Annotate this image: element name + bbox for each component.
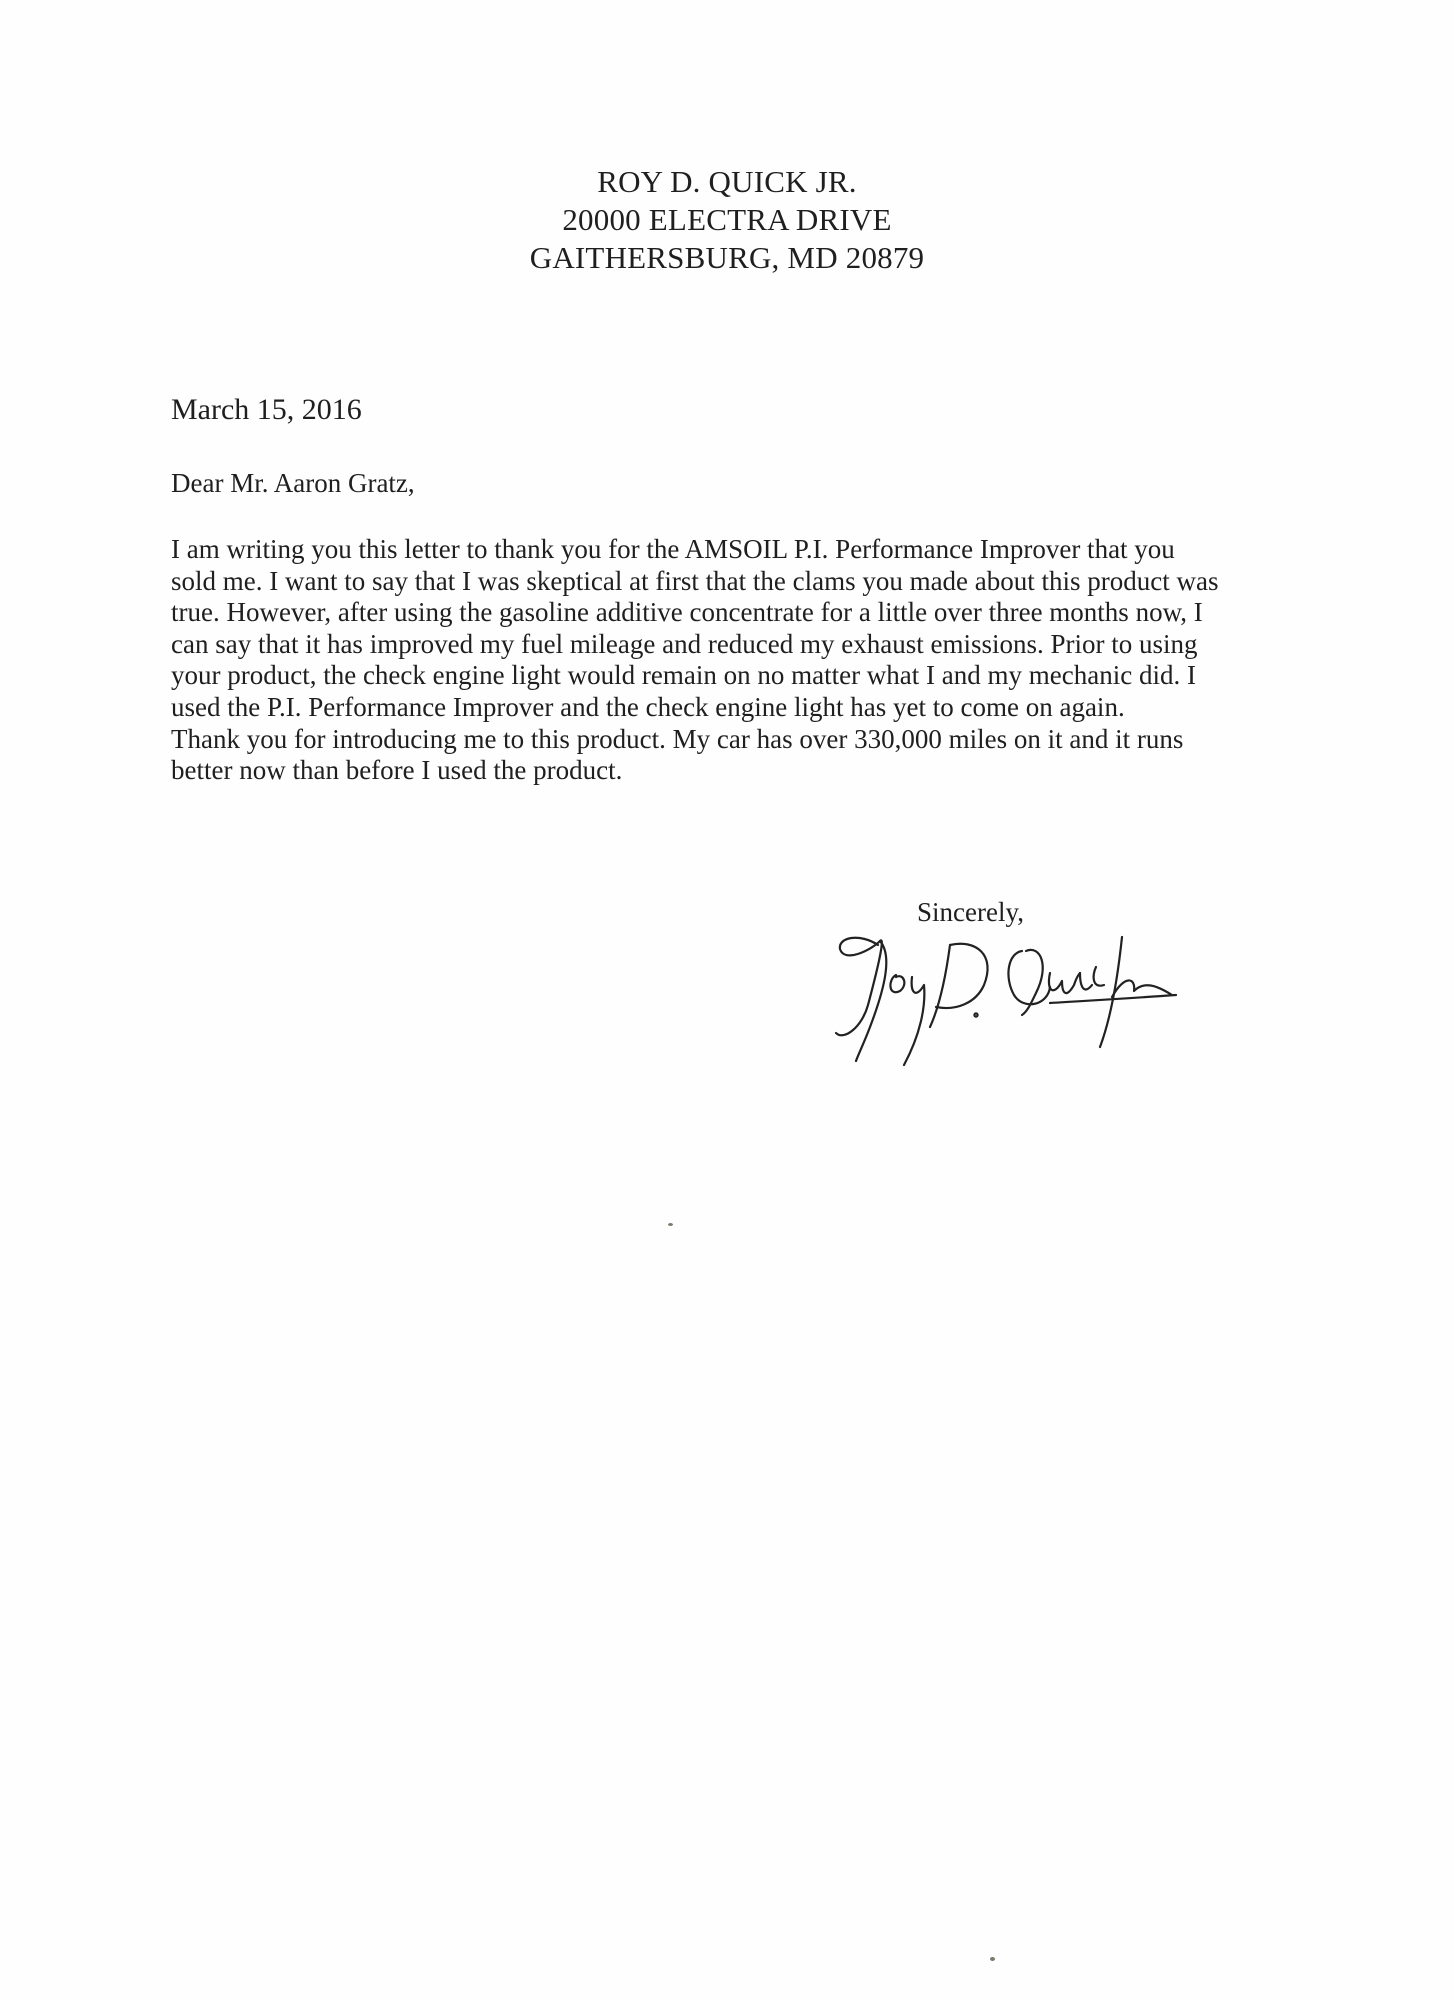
closing: Sincerely, xyxy=(917,897,1024,927)
salutation: Dear Mr. Aaron Gratz, xyxy=(171,468,415,498)
body-line: better now than before I used the product. xyxy=(171,755,623,786)
body-line: used the P.I. Performance Improver and the check engine light has yet to come on again. xyxy=(171,691,1125,722)
body-line: can say that it has improved my fuel mileage and reduced my exhaust emissions. Prior to using xyxy=(171,628,1198,659)
sender-street: 20000 ELECTRA DRIVE xyxy=(562,202,892,237)
body-line: sold me. I want to say that I was skeptical at first that the clams you made about this product was xyxy=(171,565,1219,596)
sender-city: GAITHERSBURG, MD 20879 xyxy=(529,240,925,275)
signature-image xyxy=(800,915,1220,1075)
body-line: I am writing you this letter to thank you for the AMSOIL P.I. Performance Improver that you xyxy=(171,534,1175,564)
body-line: Thank you for introducing me to this product. My car has over 330,000 miles on it and it runs xyxy=(171,723,1184,754)
letter-date: March 15, 2016 xyxy=(171,393,362,426)
letterhead xyxy=(0,163,1454,277)
paper-speck xyxy=(668,1223,673,1226)
paper-speck xyxy=(990,1957,995,1961)
sender-name: ROY D. QUICK JR. xyxy=(597,164,857,199)
body-line: true. However, after using the gasoline additive concentrate for a little over three months now, I xyxy=(171,597,1203,628)
body-line: your product, the check engine light would remain on no matter what I and my mechanic did. I xyxy=(171,660,1196,691)
letter-body xyxy=(171,534,1281,787)
